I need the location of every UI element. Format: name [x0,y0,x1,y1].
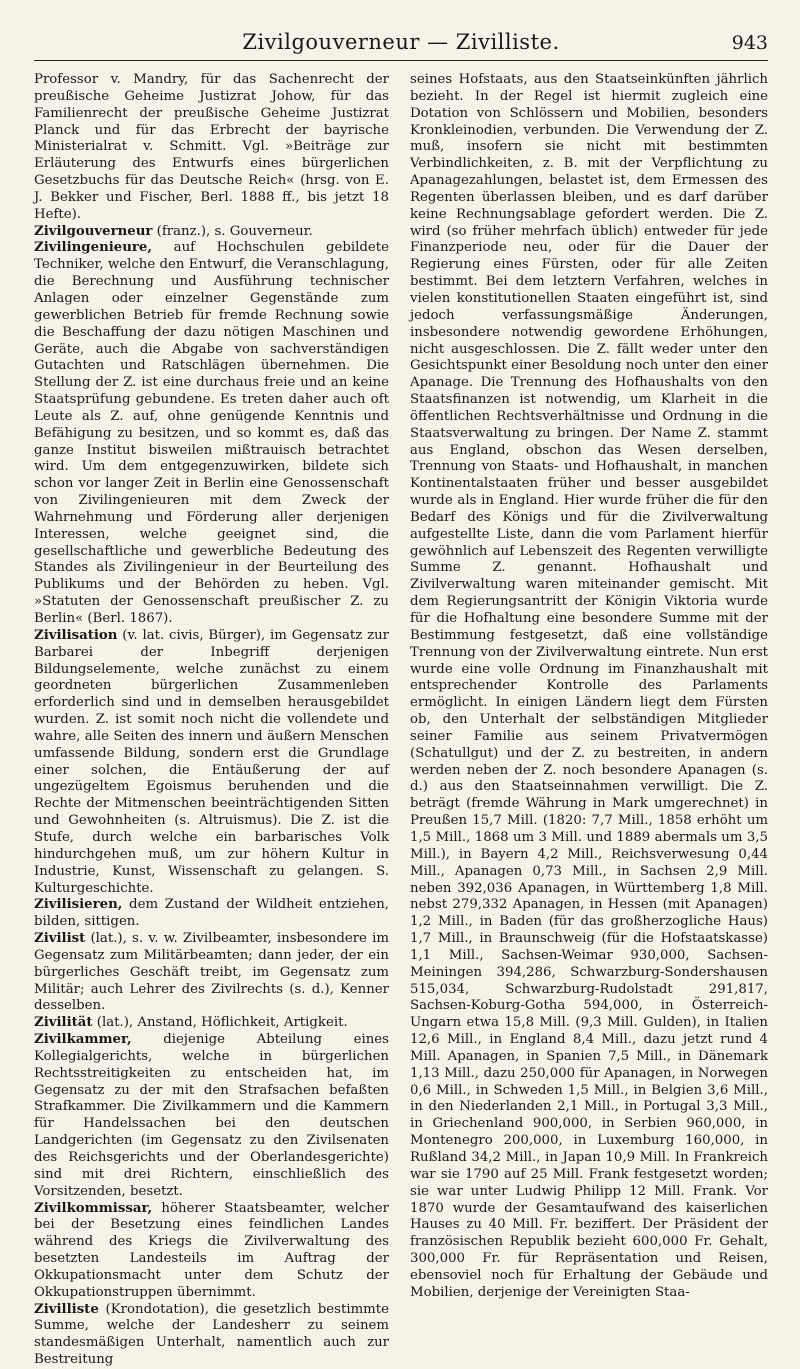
entry-headword: Zivilkammer, [34,1032,132,1048]
page-header [34,26,768,61]
entry-text: höherer Staatsbeamter, welcher bei der Besetzung eines feindlichen Landes während des Kriegs die Zivilverwaltung des besetzten Landesteils im Auftrag der Okkupationsmacht unter dem Schutz der Okkupationstruppen übernimmt. [34,1200,389,1300]
entry-text: (Krondotation), die gesetzlich bestimmte Summe, welche der Landesherr zu seinem standesmäßigen Unterhalt, namentlich auch zur Bestreitung [34,1301,389,1368]
entry-headword: Zivilkommissar, [34,1200,153,1216]
entry-text: auf Hochschulen gebildete Techniker, welche den Entwurf, die Veranschlagung, die Berechnung und Ausführung technischer Anlagen oder einzelner Gegenstände zum gewerblichen Betrieb für fremde Rechnung sowie die Beschaffung der dazu nötigen Maschinen und Geräte, auch die Abgabe von sachverständigen Gutachten und Ratschlägen übernehmen. Die Stellung der Z. ist eine durchaus freie und an keine Staatsprüfung gebundene. Es treten daher auch oft Leute als Z. auf, ohne genügende Kenntnis und Befähigung zu besitzen, und so kommt es, daß das ganze Institut bisweilen mißtrauisch betrachtet wird. Um dem entgegenzuwirken, bildete sich schon vor langer Zeit in Berlin eine Genossenschaft von Zivilingenieuren mit dem Zweck der Wahrnehmung und Förderung aller derjenigen Interessen, welche geeignet sind, die gesellschaftliche und gewerbliche Bedeutung des Standes als Zivilingenieur in der Beurteilung des Publikums und der Behörden zu heben. Vgl. »Statuten der Genossenschaft preußischer Z. zu Berlin« (Berl. 1867). [34,240,389,626]
running-title: Zivilgouverneur — Zivilliste. [242,30,560,54]
entry-continuation [410,72,768,1302]
entry-headword: Zivilgouverneur [34,223,153,239]
entry-zivilkammer [34,1032,389,1200]
entry-text: (v. lat. civis, Bürger), im Gegensatz zur Barbarei der Inbegriff derjenigen Bildungselemente, welche zunächst zu einem geordneten bürgerlichen Zusammenleben erforderlich sind und in demselben herausgebildet wurden. Z. ist somit noch nicht die vollendete und wahre, alle Seiten des innern und äußern Menschen umfassende Bildung, sondern erst die Grundlage einer solchen, die Entäußerung der auf ungezügeltem Egoismus beruhenden und die Rechte der Mitmenschen beeinträchtigenden Sitten und Gewohnheiten (s. Altruismus). Die Z. ist die Stufe, durch welche ein barbarisches Volk hindurchgehen muß, um zur höhern Kultur in Industrie, Kunst, Wissenschaft zu gelangen. S. Kulturgeschichte. [34,627,389,896]
entry-text: dem Zustand der Wildheit entziehen, bilden, sittigen. [34,897,389,930]
entry-text: (lat.), s. v. w. Zivilbeamter, insbesondere im Gegensatz zum Militärbeamten; dann jeder, der ein bürgerliches Geschäft treibt, im Gegensatz zum Militär; auch Lehrer des Zivilrechts (s. d.), Kenner desselben. [34,931,389,1014]
entry-text: Professor v. Mandry, für das Sachenrecht der preußische Geheime Justizrat Johow, für das Familienrecht der preußische Geheime Justizrat Planck und für das Erbrecht der bayrische Ministerialrat v. Schmitt. Vgl. »Beiträge zur Erläuterung des Entwurfs eines bürgerlichen Gesetzbuchs für das Deutsche Reich« (hrsg. von E. J. Bekker und Fischer, Berl. 1888 ff., bis jetzt 18 Hefte). [34,72,389,222]
entry-text: (franz.), s. Gouverneur. [152,223,313,239]
entry-headword: Zivilingenieure, [34,240,153,256]
page-number: 943 [731,32,768,54]
entry-headword: Zivilisation [34,627,118,643]
entry-text: seines Hofstaats, aus den Staatseinkünften jährlich bezieht. In der Regel ist hiermit zugleich eine Dotation von Schlössern und Mobilien, besonders Kronkleinodien, verbunden. Die Verwendung der Z. muß, insofern sie nicht mit bestimmten Verbindlichkeiten, z. B. mit der Verpflichtung zu Apanagezahlungen, belastet ist, dem Ermessen des Regenten überlassen bleiben, und es darf darüber keine Rechnungsablage gefordert werden. Die Z. wird (so früher mehrfach üblich) entweder für jede Finanzperiode neu, oder für die Dauer der Regierung eines Fürsten, oder für alle Zeiten bestimmt. Bei dem letztern Verfahren, welches in vielen konstitutionellen Staaten eingeführt ist, sind jedoch verfassungsmäßige Änderungen, insbesondere notwendig gewordene Erhöhungen, nicht ausgeschlossen. Die Z. fällt weder unter den Gesichtspunkt einer Besoldung noch unter den einer Apanage. Die Trennung des Hofhaushalts von den Staatsfinanzen ist notwendig, um Klarheit in die öffentlichen Rechtsverhältnisse und Ordnung in die Staatsverwaltung zu bringen. Der Name Z. stammt aus England, obschon das Wesen derselben, Trennung von Staats- und Hofhaushalt, in manchen Kontinentalstaaten früher und besser ausgebildet wurde als in England. Hier wurde früher die für den Bedarf des Königs und für die Zivilverwaltung aufgestellte Liste, dann die vom Parlament hierfür gewöhnlich auf Lebenszeit des Regenten verwilligte Summe Z. genannt. Hofhaushalt und Zivilverwaltung waren miteinander gemischt. Mit dem Regierungsantritt der Königin Viktoria wurde für die Hofhaltung eine besondere Summe mit der Bestimmung festgesetzt, daß eine vollständige Trennung von der Zivilverwaltung eintrete. Nun erst wurde eine volle Ordnung im Finanzhaushalt mit entsprechender Kontrolle des Parlaments ermöglicht. In einigen Ländern liegt dem Fürsten ob, den Unterhalt der selbständigen Mitglieder seiner Familie aus seinem Privatvermögen (Schatullgut) und der Z. zu bestreiten, in andern werden neben der Z. noch besondere Apanagen (s. d.) aus den Staatseinnahmen verwilligt. Die Z. beträgt (fremde Währung in Mark umgerechnet) in Preußen 15,7 Mill. (1820: 7,7 Mill., 1858 erhöht um 1,5 Mill., 1868 um 3 Mill. und 1889 abermals um 3,5 Mill.), in Bayern 4,2 Mill., Reichsverwesung 0,44 Mill., Apanagen 0,73 Mill., in Sachsen 2,9 Mill. neben 392,036 Apanagen, in Württemberg 1,8 Mill. nebst 279,332 Apanagen, in Hessen (mit Apanagen) 1,2 Mill., in Baden (für das großherzogliche Haus) 1,7 Mill., in Braunschweig (für die Hofstaatskasse) 1,1 Mill., Sachsen-Weimar 930,000, Sachsen-Meiningen 394,286, Schwarzburg-Sondershausen 515,034, Schwarzburg-Rudolstadt 291,817, Sachsen-Koburg-Gotha 594,000, in Österreich-Ungarn etwa 15,8 Mill. (9,3 Mill. Gulden), in Italien 12,6 Mill., in England 8,4 Mill., dazu jetzt rund 4 Mill. Apanagen, in Spanien 7,5 Mill., in Dänemark 1,13 Mill., dazu 250,000 für Apanagen, in Norwegen 0,6 Mill., in Schweden 1,5 Mill., in Belgien 3,6 Mill., in den Niederlanden 2,1 Mill., in Portugal 3,3 Mill., in Griechenland 900,000, in Serbien 960,000, in Montenegro 200,000, in Luxemburg 160,000, in Rußland 34,2 Mill., in Japan 10,9 Mill. In Frankreich war sie 1790 auf 25 Mill. Frank festgesetzt worden; sie war unter Ludwig Philipp 12 Mill. Frank. Vor 1870 wurde der Gesamtaufwand des kaiserlichen Hauses zu 40 Mill. Fr. beziffert. Der Präsident der französischen Republik bezieht 600,000 Fr. Gehalt, 300,000 Fr. für Repräsentation und Reisen, ebensoviel noch für Erhaltung der Gebäude und Mobilien, derjenige der Vereinigten Staa- [410,72,768,1300]
entry-headword: Zivilist [34,931,86,947]
entry-zivilingenieure [34,240,389,627]
right-column [410,72,768,1302]
entry-zivilkommissar [34,1201,389,1302]
entry-zivilisieren [34,897,389,931]
entry-headword: Zivilität [34,1015,93,1031]
entry-headword: Zivilisieren, [34,897,123,913]
left-column [34,72,389,1369]
entry-zivilgouverneur [34,224,389,241]
entry-text: diejenige Abteilung eines Kollegialgerichts, welche in bürgerlichen Rechtsstreitigkeiten zu entscheiden hat, im Gegensatz zu der mit den Strafsachen befaßten Strafkammer. Die Zivilkammern und die Kammern für Handelssachen bei den deutschen Landgerichten (im Gegensatz zu den Zivilsenaten des Reichsgerichts und der Oberlandesgerichte) sind mit drei Richtern, einschließlich des Vorsitzenden, besetzt. [34,1032,389,1199]
entry-zivilitaet [34,1015,389,1032]
entry-zivilliste [34,1302,389,1369]
entry-continuation [34,72,389,224]
entry-text: (lat.), Anstand, Höflichkeit, Artigkeit. [92,1015,348,1031]
entry-headword: Zivilliste [34,1301,99,1317]
entry-zivilist [34,931,389,1015]
entry-zivilisation [34,628,389,898]
